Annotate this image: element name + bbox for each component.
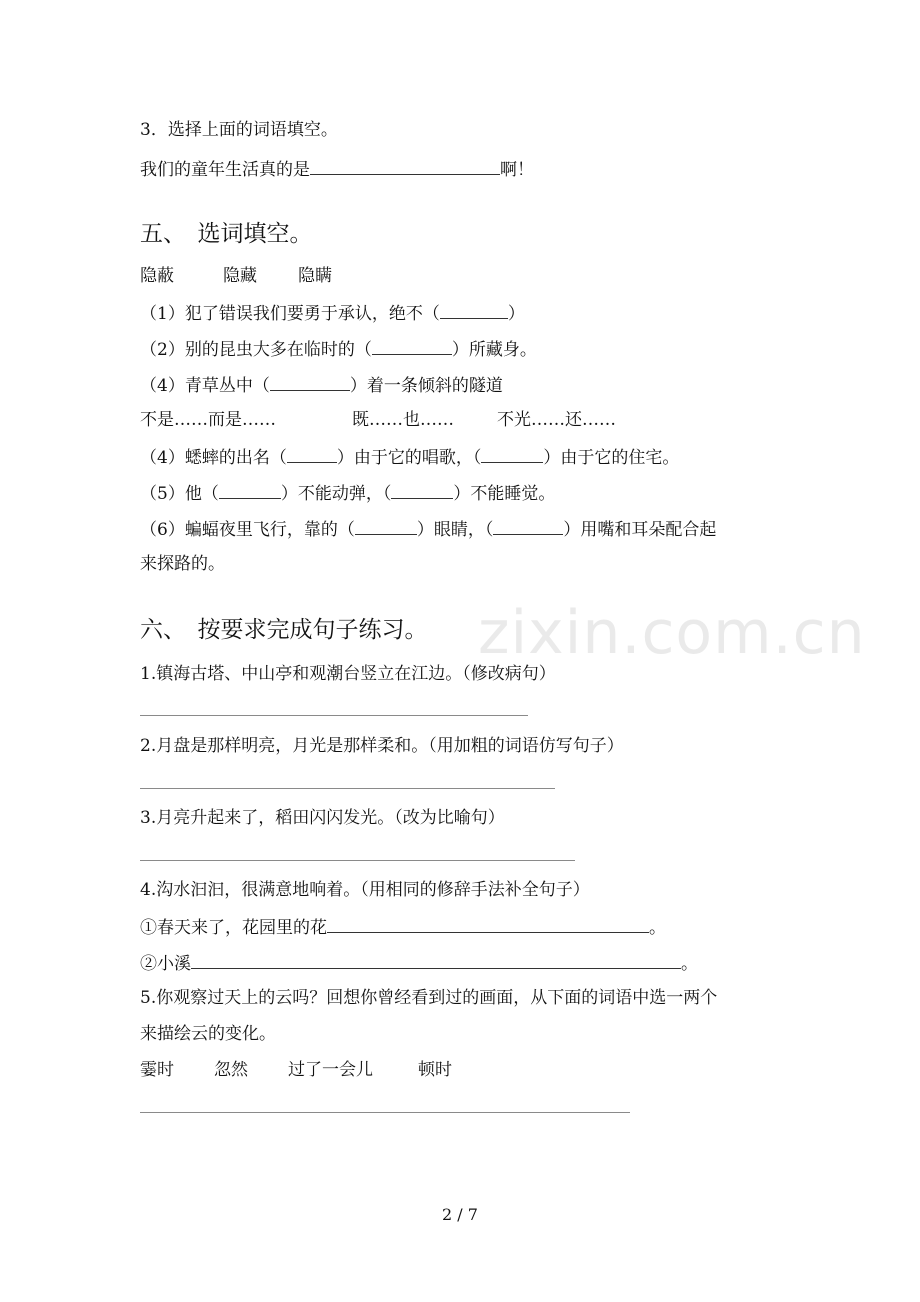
word-option: 不是……而是……	[140, 410, 276, 430]
q6-text: ）用嘴和耳朵配合起	[563, 520, 717, 540]
exercise-2: 2.月盘是那样明亮，月光是那样柔和。（用加粗的词语仿写句子）	[140, 736, 624, 756]
answer-line[interactable]	[140, 715, 528, 716]
period: 。	[649, 918, 666, 938]
exercise-4a-text: ①春天来了，花园里的花	[140, 918, 327, 938]
word-option: 隐蔽	[140, 266, 174, 286]
word-option: 不光……还……	[497, 410, 616, 430]
q1-text: （1）犯了错误我们要勇于承认，绝不（	[140, 304, 440, 324]
question-1	[140, 300, 525, 326]
word-list-3	[140, 1058, 452, 1082]
exercise-4a	[140, 914, 666, 940]
section3-sentence	[140, 156, 534, 182]
answer-blank[interactable]	[270, 372, 350, 391]
section5-heading: 五、 选词填空。	[140, 221, 313, 247]
q5-text: ）不能睡觉。	[453, 484, 556, 504]
q4-text: （4）蟋蟀的出名（	[140, 448, 287, 468]
sentence-prefix: 我们的童年生活真的是	[140, 160, 310, 180]
question-4	[140, 444, 679, 470]
exercise-5-line1: 5.你观察过天上的云吗？回想你曾经看到过的画面，从下面的词语中选一两个	[140, 988, 718, 1008]
section6-heading: 六、 按要求完成句子练习。	[140, 617, 428, 643]
word-list-2	[140, 408, 616, 432]
word-option: 忽然	[214, 1060, 248, 1080]
answer-blank[interactable]	[219, 480, 281, 499]
q1-close: ）	[507, 304, 525, 324]
answer-blank[interactable]	[355, 516, 417, 535]
answer-blank[interactable]	[440, 300, 508, 319]
answer-blank[interactable]	[391, 480, 453, 499]
exercise-4: 4.沟水汩汩，很满意地响着。（用相同的修辞手法补全句子）	[140, 880, 590, 900]
answer-blank[interactable]	[481, 444, 543, 463]
q3-tail: ）着一条倾斜的隧道	[349, 376, 503, 396]
answer-blank[interactable]	[327, 914, 649, 933]
q3-text: （4）青草丛中（	[140, 376, 270, 396]
answer-blank[interactable]	[493, 516, 563, 535]
question-3	[140, 372, 503, 398]
answer-line[interactable]	[140, 1112, 630, 1113]
answer-line[interactable]	[140, 860, 575, 861]
section3-title: 3．选择上面的词语填空。	[140, 120, 338, 140]
word-option: 隐藏	[223, 266, 257, 286]
answer-blank[interactable]	[310, 156, 500, 175]
q6-text: （6）蝙蝠夜里飞行，靠的（	[140, 520, 355, 540]
sentence-suffix: 啊！	[500, 160, 534, 180]
page-number: 2 / 7	[442, 1205, 478, 1224]
answer-blank[interactable]	[191, 950, 681, 969]
q2-text: （2）别的昆虫大多在临时的（	[140, 340, 372, 360]
answer-line[interactable]	[140, 788, 555, 789]
exercise-4b	[140, 950, 698, 976]
q4-text: ）由于它的唱歌，（	[336, 448, 482, 468]
exercise-5-line2: 来描绘云的变化。	[140, 1024, 276, 1044]
question-5	[140, 480, 555, 506]
q2-tail: ）所藏身。	[451, 340, 537, 360]
period: 。	[681, 954, 698, 974]
question-6-continued: 来探路的。	[140, 554, 225, 574]
word-option: 过了一会儿	[288, 1060, 373, 1080]
question-6	[140, 516, 716, 542]
word-option: 既……也……	[352, 410, 454, 430]
word-list-1	[140, 264, 332, 288]
watermark: zixin.com.cn	[478, 598, 866, 668]
answer-blank[interactable]	[287, 444, 337, 463]
word-option: 隐瞒	[298, 266, 332, 286]
exercise-1: 1.镇海古塔、中山亭和观潮台竖立在江边。（修改病句）	[140, 664, 556, 684]
word-option: 霎时	[140, 1060, 174, 1080]
exercise-4b-text: ②小溪	[140, 954, 191, 974]
q4-text: ）由于它的住宅。	[543, 448, 680, 468]
q5-text: （5）他（	[140, 484, 219, 504]
answer-blank[interactable]	[372, 336, 452, 355]
exercise-3: 3.月亮升起来了，稻田闪闪发光。（改为比喻句）	[140, 808, 505, 828]
word-option: 顿时	[418, 1060, 452, 1080]
question-2	[140, 336, 537, 362]
q5-text: ）不能动弹，（	[280, 484, 392, 504]
q6-text: ）眼睛，（	[416, 520, 494, 540]
